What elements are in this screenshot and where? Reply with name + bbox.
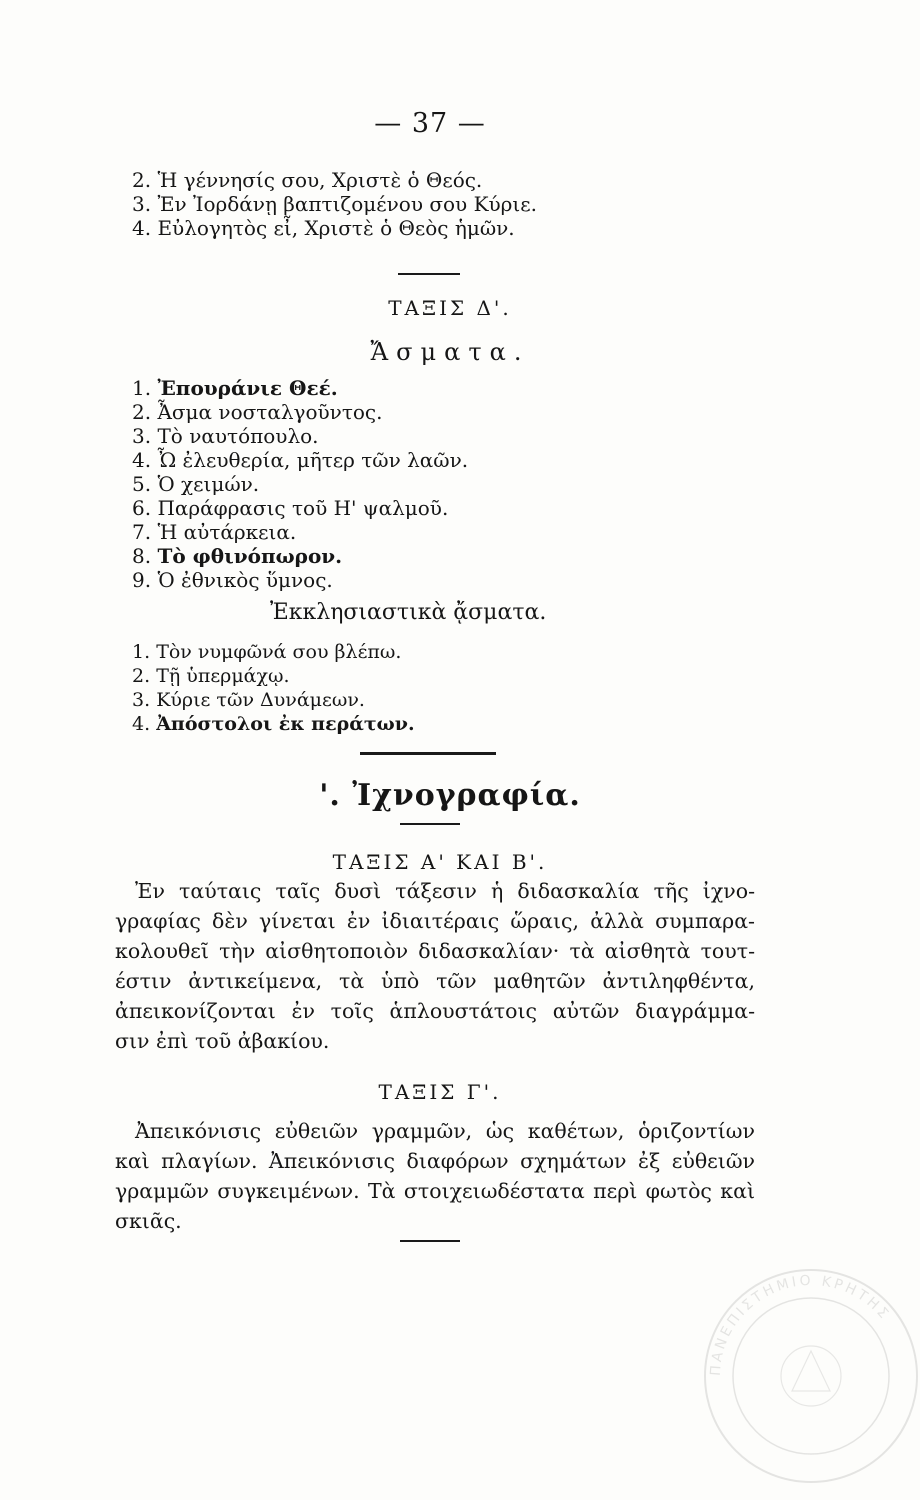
songs-heading: Ἄσματα. [370,338,530,366]
item-number: 8. [132,544,152,568]
list-item [132,472,468,496]
item-text: Τῇ ὑπερμάχῳ. [156,665,290,687]
item-text: Ἐν Ἰορδάνῃ βαπτιζομένου σου Κύριε. [157,192,537,216]
taxis-c-heading: ΤΑΞΙΣ Γ'. [378,1080,502,1104]
paragraph-line: ἀπεικονίζονται ἐν τοῖς ἁπλουστάτοις αὐτῶν διαγράμμα- [115,999,755,1023]
taxis-ab-paragraph [115,876,755,1056]
item-text: Τὸ φθινόπωρον. [157,544,343,568]
paragraph-line: Ἐν ταύταις ταῖς δυσὶ τάξεσιν ἡ διδασκαλία τῆς ἰχνο- [135,879,755,903]
item-text: Ὁ χειμών. [157,472,260,496]
stamp-text: ΠΑΝΕΠΙΣΤΗΜΙΟ ΚΡΗΤΗΣ [707,1272,894,1377]
item-number: 4. [132,448,152,472]
list-item [132,448,468,472]
paragraph-line: σιν ἐπὶ τοῦ ἀβακίου. [115,1029,330,1053]
list-item [132,168,537,192]
paragraph-line: σκιᾶς. [115,1209,182,1233]
list-item [132,544,468,568]
item-text: Τὸν νυμφῶνά σου βλέπω. [156,641,402,663]
paragraph-line: κολουθεῖ τὴν αἰσθητοποιὸν διδασκαλίαν· τὰ αἰσθητὰ τουτ- [115,939,755,963]
item-number: 3. [132,192,152,216]
paragraph-line: καὶ πλαγίων. Ἀπεικόνισις διαφόρων σχημάτων ἐξ εὐθειῶν [115,1149,755,1173]
divider [400,823,460,825]
list-item [132,192,537,216]
item-text: Ἆσμα νοσταλγοῦντος. [157,400,383,424]
divider [398,273,460,275]
list-item [132,496,468,520]
page-number: — 37 — [374,108,486,139]
item-number: 4. [132,216,152,240]
item-text: Ἡ γέννησίς σου, Χριστὲ ὁ Θεός. [157,168,483,192]
item-text: Εὐλογητὸς εἶ, Χριστὲ ὁ Θεὸς ἡμῶν. [157,216,515,240]
item-text: Ἐπουράνιε Θεέ. [157,376,338,400]
list-item [132,712,415,736]
list-item [132,216,537,240]
section-title: '. Ἰχνογραφία. [319,778,581,813]
list-item [132,640,415,664]
item-number: 5. [132,472,152,496]
list-item [132,376,468,400]
item-text: Ὁ ἐθνικὸς ὕμνος. [157,568,333,592]
taxis-c-paragraph [115,1116,755,1236]
taxis-d-heading: ΤΑΞΙΣ Δ'. [388,296,512,320]
library-stamp-icon [700,1265,920,1487]
item-text: Κύριε τῶν Δυνάμεων. [156,689,365,711]
list-item [132,664,415,688]
church-songs-list [132,640,415,736]
item-number: 3. [132,689,151,711]
item-number: 1. [132,376,152,400]
item-number: 2. [132,400,152,424]
item-text: Ἀπόστολοι ἐκ περάτων. [156,713,415,735]
item-number: 2. [132,665,151,687]
section-divider [360,752,496,755]
item-number: 3. [132,424,152,448]
list-item [132,568,468,592]
songs-list [132,376,468,592]
item-number: 1. [132,641,151,663]
item-text: Παράφρασις τοῦ Η' ψαλμοῦ. [157,496,449,520]
church-songs-heading: Ἐκκλησιαστικὰ ᾄσματα. [270,600,547,625]
item-number: 9. [132,568,152,592]
item-text: Τὸ ναυτόπουλο. [157,424,319,448]
item-number: 2. [132,168,152,192]
svg-text:ΠΑΝΕΠΙΣΤΗΜΙΟ ΚΡΗΤΗΣ [708,1273,893,1377]
paragraph-line: Ἀπεικόνισις εὐθειῶν γραμμῶν, ὡς καθέτων, ὁριζοντίων [135,1119,755,1143]
paragraph-line: γραφίας δὲν γίνεται ἐν ἰδιαιτέραις ὥραις, ἀλλὰ συμπαρα- [115,909,755,933]
list-item [132,424,468,448]
divider [400,1240,460,1242]
list-item [132,520,468,544]
paragraph-line: έστιν ἀντικείμενα, τὰ ὑπὸ τῶν μαθητῶν ἀντιληφθέντα, [115,969,755,993]
item-number: 6. [132,496,152,520]
top-list [132,168,537,240]
item-text: Ἡ αὐτάρκεια. [157,520,297,544]
item-number: 7. [132,520,152,544]
item-number: 4. [132,713,151,735]
item-text: Ὦ ἐλευθερία, μῆτερ τῶν λαῶν. [157,448,469,472]
list-item [132,400,468,424]
list-item [132,688,415,712]
taxis-ab-heading: ΤΑΞΙΣ Α' ΚΑΙ Β'. [332,850,548,874]
paragraph-line: γραμμῶν συγκειμένων. Τὰ στοιχειωδέστατα περὶ φωτὸς καὶ [115,1179,755,1203]
